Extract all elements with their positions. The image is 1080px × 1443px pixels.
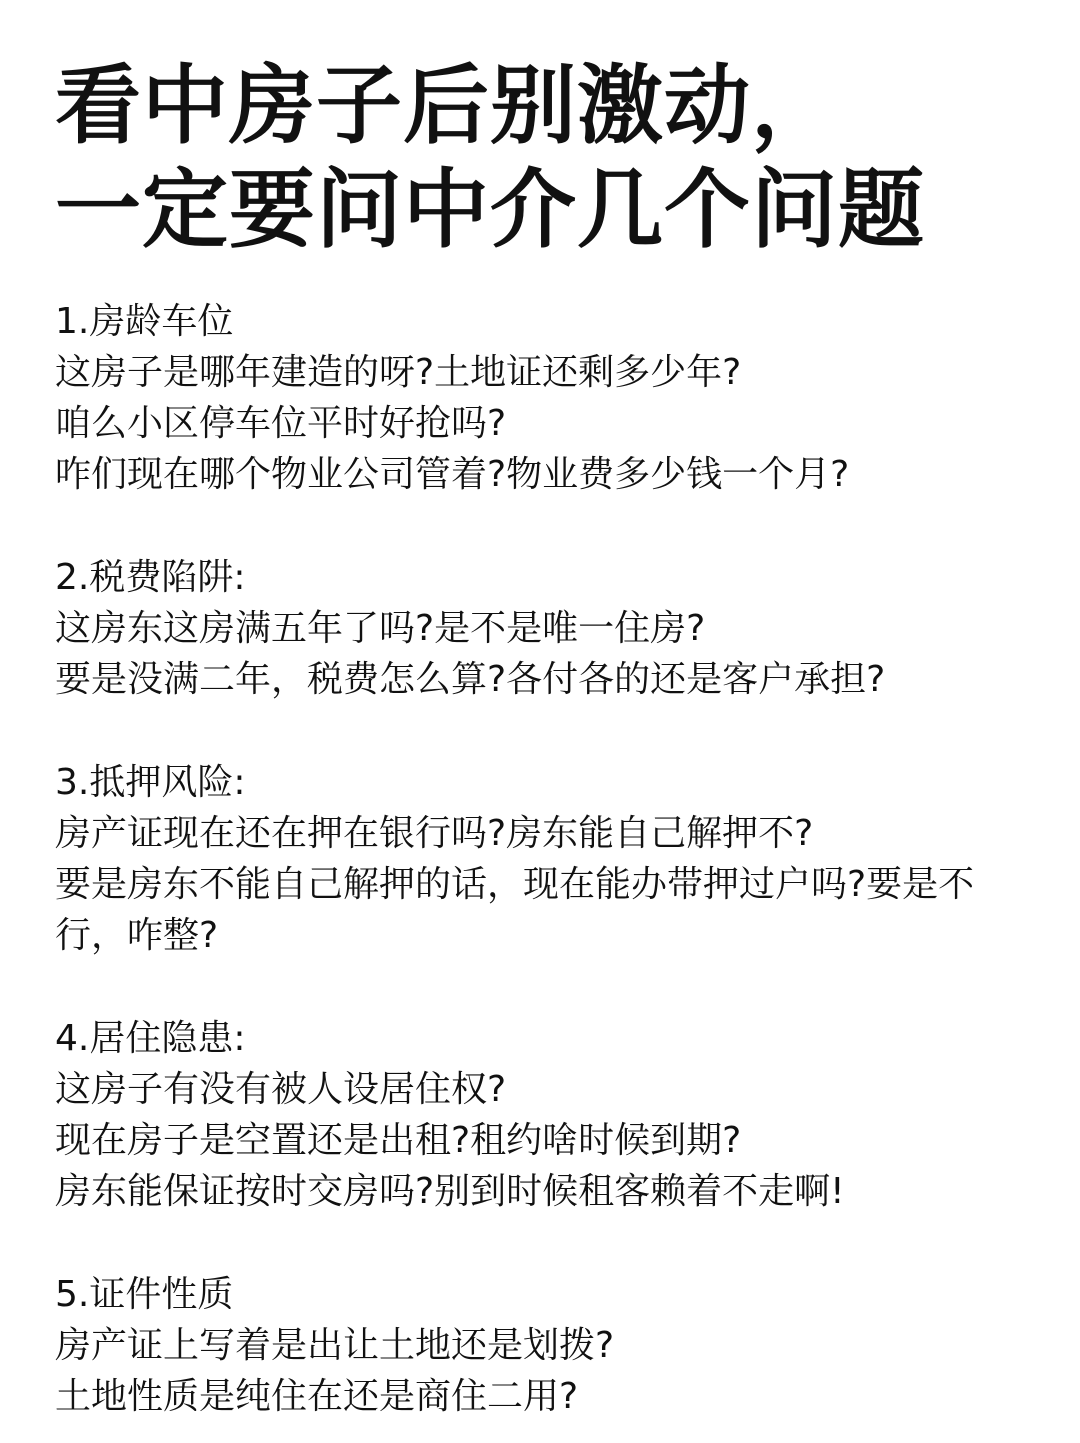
section-certificate-type	[55, 1269, 1020, 1422]
question-line: 房产证上写着是出让土地还是划拨?	[55, 1325, 615, 1366]
section-mortgage-risk	[55, 757, 1020, 961]
section-tax-traps	[55, 552, 1020, 705]
question-line: 这房东这房满五年了吗?是不是唯一住房?	[55, 608, 706, 649]
question-line: 要是房东不能自己解押的话，现在能办带押过户吗?要是不行，咋整?	[55, 864, 975, 956]
section-heading: 5.证件性质	[55, 1274, 234, 1315]
question-line: 房产证现在还在押在银行吗?房东能自己解押不?	[55, 813, 814, 854]
section-building-age-parking	[55, 296, 1020, 500]
title-line: 一定要问中介几个问题	[55, 160, 925, 260]
title-line: 看中房子后别激动，	[55, 56, 838, 156]
section-heading: 1.房龄车位	[55, 301, 234, 342]
section-heading: 3.抵押风险:	[55, 762, 246, 803]
question-line: 这房子是哪年建造的呀?土地证还剩多少年?	[55, 352, 742, 393]
question-line: 咋们现在哪个物业公司管着?物业费多少钱一个月?	[55, 454, 850, 495]
question-line: 房东能保证按时交房吗?别到时候租客赖着不走啊!	[55, 1171, 845, 1212]
section-residency-hazards	[55, 1013, 1020, 1217]
question-line: 现在房子是空置还是出租?租约啥时候到期?	[55, 1120, 742, 1161]
question-line: 咱么小区停车位平时好抢吗?	[55, 403, 507, 444]
question-line: 要是没满二年，税费怎么算?各付各的还是客户承担?	[55, 659, 886, 700]
section-heading: 2.税费陷阱:	[55, 557, 246, 598]
question-line: 土地性质是纯住在还是商住二用?	[55, 1376, 579, 1417]
page-title	[55, 54, 1020, 262]
question-list	[55, 296, 1020, 1422]
question-line: 这房子有没有被人设居住权?	[55, 1069, 507, 1110]
section-heading: 4.居住隐患:	[55, 1018, 246, 1059]
